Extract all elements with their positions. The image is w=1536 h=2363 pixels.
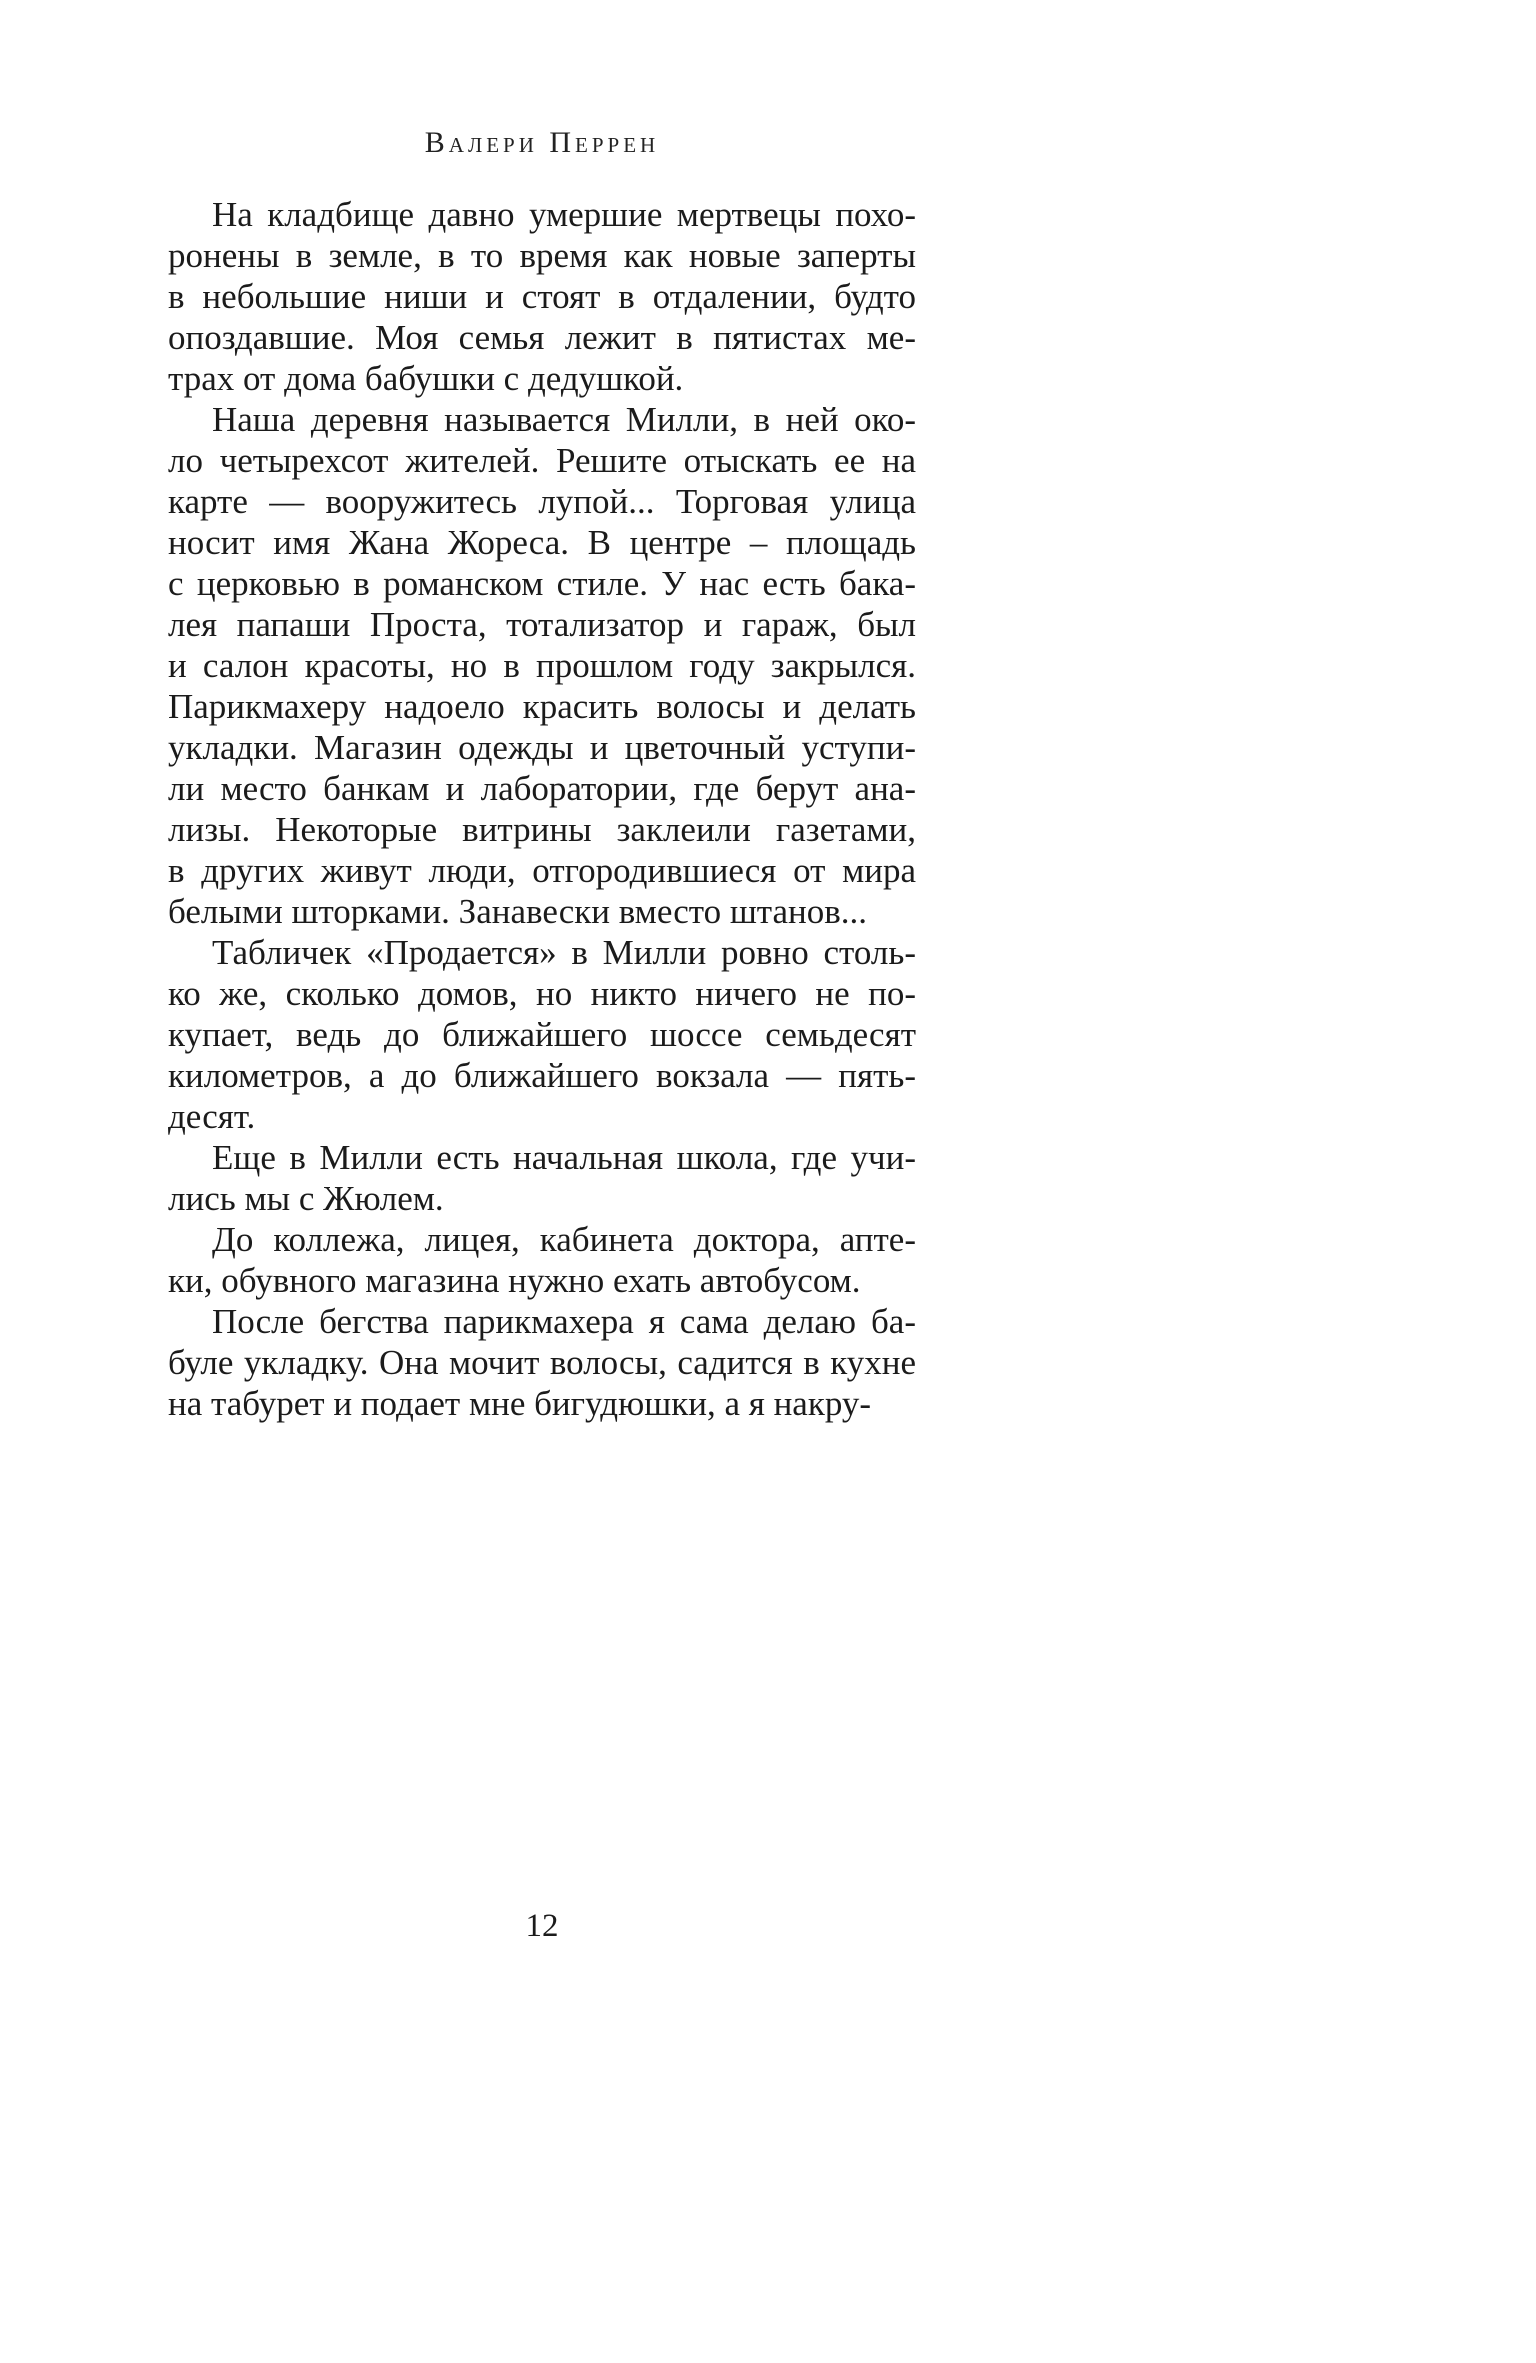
text-line: буле укладку. Она мочит волосы, садится в кухне: [168, 1343, 916, 1382]
text-line: в других живут люди, отгородившиеся от мира: [168, 851, 916, 890]
text-line: опоздавшие. Моя семья лежит в пятистах ме-: [168, 318, 916, 357]
text-line: трах от дома бабушки с дедушкой.: [168, 359, 684, 398]
text-line: купает, ведь до ближайшего шоссе семьдесят: [168, 1015, 916, 1054]
text-line: После бегства парикмахера я сама делаю ба-: [212, 1302, 916, 1341]
body-text: [168, 194, 916, 1424]
text-line: ло четырехсот жителей. Решите отыскать ее на: [168, 441, 916, 480]
text-line: десят.: [168, 1097, 256, 1136]
book-page: [168, 0, 916, 2363]
text-line: укладки. Магазин одежды и цветочный уступи-: [168, 728, 916, 767]
text-line: лея папаши Проста, тотализатор и гараж, был: [168, 605, 916, 644]
text-line: ронены в земле, в то время как новые заперты: [168, 236, 916, 275]
text-line: ки, обувного магазина нужно ехать автобусом.: [168, 1261, 861, 1300]
text-line: До коллежа, лицея, кабинета доктора, апте-: [212, 1220, 916, 1259]
text-line: Парикмахеру надоело красить волосы и делать: [168, 687, 916, 726]
text-line: с церковью в романском стиле. У нас есть бака-: [168, 564, 916, 603]
text-line: Табличек «Продается» в Милли ровно столь-: [212, 933, 916, 972]
text-line: носит имя Жана Жореса. В центре – площадь: [168, 523, 916, 562]
text-line: карте — вооружитесь лупой... Торговая улица: [168, 482, 916, 521]
text-line: ко же, сколько домов, но никто ничего не по-: [168, 974, 916, 1013]
running-header: Валери Перрен: [424, 126, 660, 159]
text-line: белыми шторками. Занавески вместо штанов...: [168, 892, 868, 931]
text-line: на табурет и подает мне бигудюшки, а я накру-: [168, 1384, 872, 1423]
text-line: лизы. Некоторые витрины заклеили газетами,: [168, 810, 916, 849]
text-line: в небольшие ниши и стоят в отдалении, будто: [168, 277, 916, 316]
text-line: и салон красоты, но в прошлом году закрылся.: [168, 646, 916, 685]
text-line: Еще в Милли есть начальная школа, где учи-: [212, 1138, 916, 1177]
text-line: ли место банкам и лаборатории, где берут ана-: [168, 769, 916, 808]
text-line: лись мы с Жюлем.: [168, 1179, 444, 1218]
text-line: километров, а до ближайшего вокзала — пять-: [168, 1056, 916, 1095]
text-line: Наша деревня называется Милли, в ней око-: [212, 400, 916, 439]
page-number: 12: [525, 1908, 559, 1944]
text-line: На кладбище давно умершие мертвецы похо-: [212, 195, 916, 234]
